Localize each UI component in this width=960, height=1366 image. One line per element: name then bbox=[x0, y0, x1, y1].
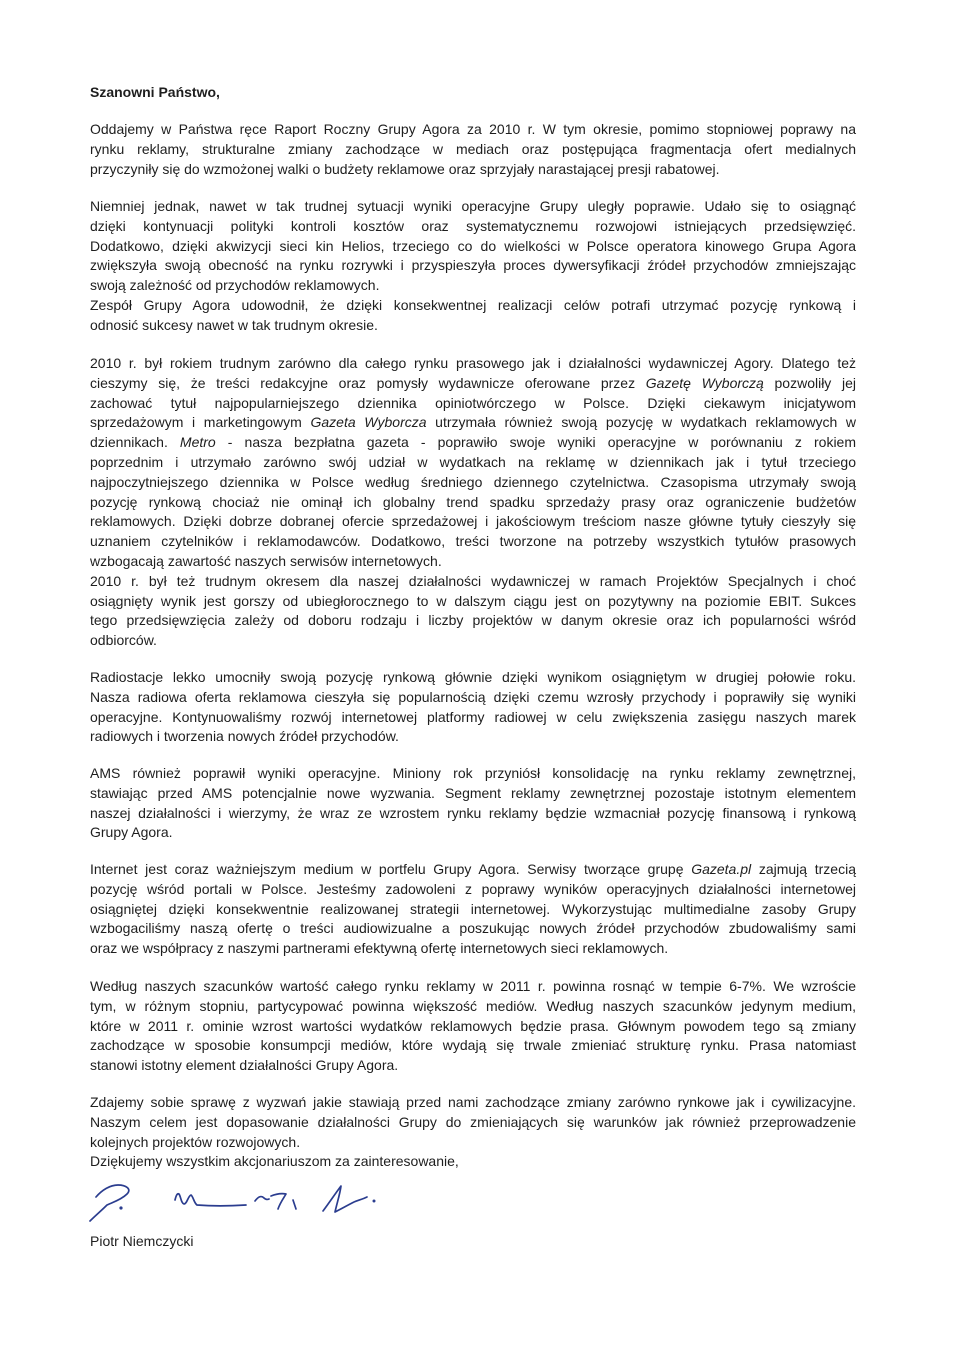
line-text: stanowi istotny element działalności Grupy Agora. bbox=[90, 1057, 399, 1074]
text-line bbox=[90, 631, 856, 651]
text-line bbox=[90, 1133, 856, 1153]
text-line bbox=[90, 764, 856, 784]
paragraph bbox=[90, 1093, 856, 1152]
line-text: naszej działalności i wierzymy, że wraz ze wzrostem rynku reklamy będzie wzmacniał pozycję finansową i rynkową bbox=[90, 804, 856, 821]
signature-stroke bbox=[255, 1197, 269, 1201]
line-text: Dodatkowo, dzięki akwizycji sieci kin Helios, trzeciego co do wielkości w Polsce operatora kinowego Grupa Agora bbox=[90, 237, 856, 254]
paragraph bbox=[90, 860, 856, 959]
text-line bbox=[90, 668, 856, 688]
line-text: które w 2011 r. ominie wzrost wartości wydatków reklamowych będzie prasa. Głównym powodem tego są zmiany bbox=[90, 1017, 856, 1034]
line-text: Nasza radiowa oferta reklamowa cieszyła się popularnością dzięki czemu wzrosły przychody i poprawiły się wyniki bbox=[90, 688, 856, 705]
text-line bbox=[90, 1093, 856, 1113]
paragraph bbox=[90, 197, 856, 336]
line-text: osiągnięty wynik jest gorszy od ubiegłorocznego to w dalszym ciągu jest on pozytywny na poziomie EBIT. Sukces bbox=[90, 592, 856, 609]
text-line bbox=[90, 572, 856, 592]
line-text: odnosić sukcesy nawet w tak trudnym okresie. bbox=[90, 316, 378, 333]
text-line bbox=[90, 1056, 856, 1076]
line-text bbox=[90, 433, 856, 453]
text-line bbox=[90, 688, 856, 708]
text-run: pozwoliły jej bbox=[763, 374, 856, 391]
line-text: dzięki kontynuacji polityki kontroli kosztów oraz systematycznemu rozwojowi istniejących przedsięwzięć. bbox=[90, 217, 856, 234]
text-line bbox=[90, 296, 856, 316]
paragraph bbox=[90, 120, 856, 179]
line-text: 2010 r. był też trudnym okresem dla naszej działalności wydawniczej w ramach Projektów Specjalnych i choć bbox=[90, 572, 856, 589]
line-text: pozycję wśród portali w Polsce. Jesteśmy zadowoleni z poprawy wyników operacyjnych działalności internetowej bbox=[90, 880, 856, 897]
text-line bbox=[90, 592, 856, 612]
text-line bbox=[90, 880, 856, 900]
text-line bbox=[90, 1036, 856, 1056]
text-line bbox=[90, 1152, 856, 1172]
handwritten-signature bbox=[80, 1172, 390, 1228]
text-line bbox=[90, 552, 856, 572]
line-text: Naszym celem jest dopasowanie działalności Grupy do zmieniających się warunków jak również przeprowadzenie bbox=[90, 1113, 856, 1130]
line-text: Niemniej jednak, nawet w tak trudnej sytuacji wyniki operacyjne Grupy uległy poprawie. Udało się to osiągnąć bbox=[90, 198, 856, 214]
text-line bbox=[90, 197, 856, 217]
line-text: tym, w różnym stopniu, partycypować powinna większość mediów. Według naszych szacunków jedynym medium, bbox=[90, 997, 856, 1014]
text-line bbox=[90, 532, 856, 552]
text-run: dziennikach. bbox=[90, 434, 180, 451]
text-line bbox=[90, 512, 856, 532]
text-line bbox=[90, 727, 856, 747]
text-line bbox=[90, 237, 856, 257]
line-text: pozycję rynkową chociaż nie ominął ich globalny trend spadku sprzedaży prasy oraz ograniczenie budżetów bbox=[90, 493, 856, 510]
text-line bbox=[90, 374, 856, 394]
text-line bbox=[90, 1113, 856, 1133]
paragraph bbox=[90, 354, 856, 651]
line-text: przyczyniły się do wzmożonej walki o budżety reklamowe oraz sprzyjały narastającej presji rabatowej. bbox=[90, 160, 720, 177]
line-text: operacyjne. Kontynuowaliśmy rozwój internetowej platformy radiowej w celu zwiększenia zasięgu naszych marek bbox=[90, 708, 856, 725]
line-text: reklamowych. Dzięki dobrze dobranej ofercie sprzedażowej i jakościowym treściom nasze główne tytuły cieszyły się bbox=[90, 513, 856, 530]
signature-stroke bbox=[271, 1194, 286, 1209]
line-text: Radiostacje lekko umocniły swoją pozycję rynkową głównie dzięki wynikom osiągniętym w drugiej połowie roku. bbox=[90, 669, 856, 685]
line-text: zwiększyła swoją obecność na rynku rozrywki i przyspieszyła proces dywersyfikacji źródeł przychodów zmniejszając bbox=[90, 257, 856, 274]
text-line bbox=[90, 919, 856, 939]
paragraph bbox=[90, 764, 856, 843]
signature-dot bbox=[119, 1206, 122, 1209]
line-text bbox=[90, 413, 856, 433]
text-line bbox=[90, 939, 856, 959]
text-line bbox=[90, 997, 856, 1017]
line-text: zachodzące w sposobie konsumpcji mediów, które wydają się trwale zmieniać strukturę rynku. Prasa natomiast bbox=[90, 1037, 856, 1054]
line-text: Oddajemy w Państwa ręce Raport Roczny Grupy Agora za 2010 r. W tym okresie, pomimo stopniowej poprawy na bbox=[90, 121, 856, 137]
salutation: Szanowni Państwo, bbox=[90, 84, 220, 100]
line-text: kolejnych projektów rozwojowych. bbox=[90, 1133, 301, 1150]
publication-title: Gazeta.pl bbox=[691, 861, 752, 877]
line-text: odbiorców. bbox=[90, 632, 157, 649]
signature-stroke bbox=[90, 1185, 129, 1221]
text-line bbox=[90, 413, 856, 433]
text-line bbox=[90, 453, 856, 473]
paragraph bbox=[90, 977, 856, 1076]
publication-title: Gazeta Wyborcza bbox=[310, 414, 427, 431]
paragraph bbox=[90, 668, 856, 747]
signatory-name: Piotr Niemczycki bbox=[90, 1233, 194, 1249]
line-text: Dziękujemy wszystkim akcjonariuszom za zainteresowanie, bbox=[90, 1153, 459, 1169]
text-line bbox=[90, 823, 856, 843]
line-text: Według naszych szacunków wartość całego rynku reklamy w 2011 r. powinna rosnąć w tempie 6-7%. We wzroście bbox=[90, 978, 856, 994]
line-text: swoją zależność od przychodów reklamowych. bbox=[90, 277, 380, 294]
text-line bbox=[90, 1017, 856, 1037]
line-text: uznaniem czytelników i reklamodawców. Dodatkowo, treści tworzone na potrzeby wszystkich tytułów prasowych bbox=[90, 533, 856, 550]
text-line bbox=[90, 140, 856, 160]
line-text: oraz we współpracy z naszymi partnerami efektywną ofertę internetowych sieci reklamowych. bbox=[90, 940, 669, 957]
text-line bbox=[90, 900, 856, 920]
line-text: rynku reklamy, strukturalne zmiany zachodzące w mediach oraz postępująca fragmentacja ofert medialnych bbox=[90, 140, 856, 157]
text-line bbox=[90, 394, 856, 414]
text-line bbox=[90, 860, 856, 880]
line-text: AMS również poprawił wyniki operacyjne. Miniony rok przyniósł konsolidację na rynku reklamy zewnętrznej, bbox=[90, 765, 856, 781]
text-line bbox=[90, 433, 856, 453]
text-line bbox=[90, 354, 856, 374]
line-text: najpoczytniejszego dziennika w Polsce według średniego dziennego czytelnictwa. Czasopisma utrzymały swoją bbox=[90, 473, 856, 490]
publication-title: Metro bbox=[179, 434, 216, 451]
text-line bbox=[90, 708, 856, 728]
line-text: wzbogaciliśmy naszą ofertę o treści audiowizualne a poszukując nowych źródeł przychodów zbudowaliśmy sami bbox=[90, 920, 856, 937]
text-line bbox=[90, 804, 856, 824]
text-line bbox=[90, 276, 856, 296]
line-text: Grupy Agora. bbox=[90, 824, 173, 841]
text-line bbox=[90, 120, 856, 140]
line-text: Zdajemy sobie sprawę z wyzwań jakie stawiają przed nami zachodzące zmiany zarówno rynkowe jak i cywilizacyjne. bbox=[90, 1094, 856, 1110]
signature-stroke bbox=[323, 1186, 367, 1212]
text-line bbox=[90, 493, 856, 513]
text-run: Internet jest coraz ważniejszym medium w portfelu Grupy Agora. Serwisy tworzące grupę bbox=[90, 861, 692, 877]
text-run: cieszymy się, że treści redakcyjne oraz pomysły wydawnicze oferowane przez bbox=[90, 374, 646, 391]
line-text bbox=[90, 860, 856, 880]
text-line bbox=[90, 217, 856, 237]
text-run: utrzymała również swoją pozycję w wydatkach reklamowych w bbox=[426, 414, 857, 431]
text-run: zajmują trzecią bbox=[751, 861, 856, 877]
text-line bbox=[90, 473, 856, 493]
text-line bbox=[90, 256, 856, 276]
text-line bbox=[90, 784, 856, 804]
line-text: zachować tytuł najpopularniejszego dziennika opiniotwórczego w Polsce. Dzięki ciekawym inicjatywom bbox=[90, 394, 856, 411]
text-line bbox=[90, 316, 856, 336]
signature-dot bbox=[373, 1200, 376, 1203]
publication-title: Gazetę Wyborczą bbox=[645, 374, 764, 391]
line-text: stawiając przed AMS potencjalnie nowe wyzwania. Segment reklamy zewnętrznej pozostaje istotnym elementem bbox=[90, 784, 856, 801]
line-text: tego przedsięwzięcia zależy od doboru rodzaju i liczby projektów w danym okresie oraz ich popularności wśród bbox=[90, 612, 856, 629]
text-line bbox=[90, 611, 856, 631]
text-line bbox=[90, 160, 856, 180]
line-text: osiągniętej dzięki konsekwentnie realizowanej strategii internetowej. Wykorzystując multimedialne zasoby Grupy bbox=[90, 900, 856, 917]
line-text: wzbogacają zawartość naszych serwisów internetowych. bbox=[90, 552, 442, 569]
text-run: - nasza bezpłatna gazeta - poprawiło swoje wyniki operacyjne w porównaniu z rokiem bbox=[215, 434, 857, 451]
line-text: poprzednim i utrzymało zarówno swój udział w wydatkach na reklamę w dziennikach jak i tytuł trzeciego bbox=[90, 453, 856, 470]
line-text: radiowych i tworzenia nowych źródeł przychodów. bbox=[90, 728, 399, 745]
signature-stroke bbox=[175, 1194, 246, 1206]
line-text bbox=[90, 374, 856, 394]
line-text: Zespół Grupy Agora udowodnił, że dzięki konsekwentnej realizacji celów potrafi utrzymać pozycję rynkową i bbox=[90, 296, 856, 313]
line-text: 2010 r. był rokiem trudnym zarówno dla całego rynku prasowego jak i działalności wydawniczej Agory. Dlatego też bbox=[90, 355, 856, 371]
text-run: sprzedażowym i marketingowym bbox=[90, 414, 311, 431]
text-line bbox=[90, 977, 856, 997]
signature-stroke bbox=[293, 1200, 296, 1209]
closing-line bbox=[90, 1152, 856, 1172]
